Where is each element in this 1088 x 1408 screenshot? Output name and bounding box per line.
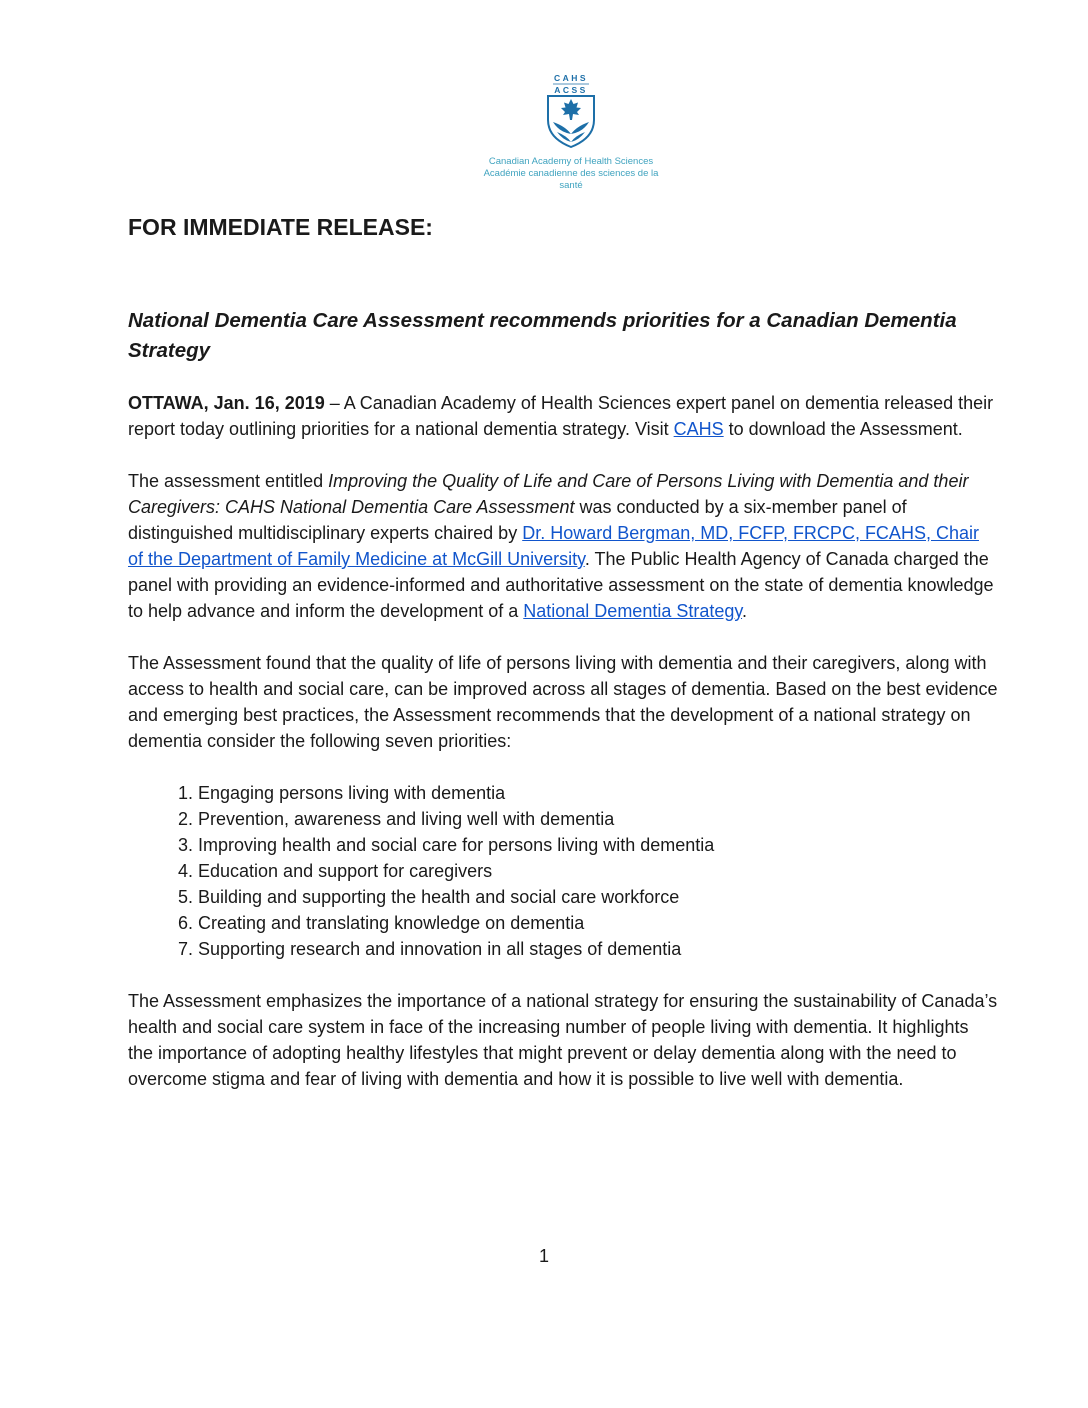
assessment-text-c: . The Public Health Agency of Canada charged the panel with providing an evidence-informed and authoritative assessment on the state of dementia knowledge to help advance and inform the development of a bbox=[128, 549, 994, 621]
dateline: OTTAWA, Jan. 16, 2019 bbox=[128, 393, 325, 413]
list-item: 4. Education and support for caregivers bbox=[198, 858, 998, 884]
paragraph-findings: The Assessment found that the quality of life of persons living with dementia and their caregivers, along with access to health and social care, can be improved across all stages of dementia. Based on the best evidence and emerging best practices, the Assessment recommends that the development of a national strategy on dementia consider the following seven priorities: bbox=[128, 653, 998, 751]
logo-acronym-en: CAHS bbox=[553, 73, 589, 83]
assessment-text-b: was conducted by a six-member panel of distinguished multidisciplinary experts chaired by bbox=[128, 497, 907, 543]
assessment-text-a: The assessment entitled bbox=[128, 471, 329, 491]
cahs-logo bbox=[478, 72, 664, 192]
shield-emblem-icon bbox=[539, 72, 603, 148]
paragraph-intro bbox=[128, 390, 998, 442]
list-item: 7. Supporting research and innovation in all stages of dementia bbox=[198, 936, 998, 962]
logo-name-fr: Académie canadienne des sciences de la santé bbox=[483, 168, 659, 191]
press-release-body bbox=[128, 212, 998, 1092]
assessment-text-d: . bbox=[742, 601, 748, 621]
page-number: 1 bbox=[538, 1246, 549, 1266]
list-item: 3. Improving health and social care for persons living with dementia bbox=[198, 832, 998, 858]
list-item: 2. Prevention, awareness and living well with dementia bbox=[198, 806, 998, 832]
cahs-link[interactable]: CAHS bbox=[673, 419, 724, 439]
list-item: 1. Engaging persons living with dementia bbox=[198, 780, 998, 806]
chair-link[interactable]: Dr. Howard Bergman, MD, FCFP, FRCPC, FCAHS, Chair of the Department of Family Medicine at McGill University bbox=[128, 523, 979, 569]
paragraph-assessment bbox=[128, 468, 998, 624]
list-item: 6. Creating and translating knowledge on dementia bbox=[198, 910, 998, 936]
release-label: FOR IMMEDIATE RELEASE: bbox=[128, 214, 433, 240]
logo-name-en: Canadian Academy of Health Sciences bbox=[488, 156, 654, 167]
list-item: 5. Building and supporting the health and social care workforce bbox=[198, 884, 998, 910]
intro-text-b: to download the Assessment. bbox=[723, 419, 963, 439]
intro-text-a: – A Canadian Academy of Health Sciences expert panel on dementia released their report today outlining priorities for a national dementia strategy. Visit bbox=[128, 393, 994, 439]
priorities-list bbox=[128, 780, 998, 962]
paragraph-emphasis: The Assessment emphasizes the importance of a national strategy for ensuring the sustainability of Canada’s health and social care system in face of the increasing number of people living with dementia. It highlights the importance of adopting healthy lifestyles that might prevent or delay dementia along with the need to overcome stigma and fear of living with dementia and how it is possible to live well with dementia. bbox=[128, 991, 998, 1089]
logo-acronym-fr: ACSS bbox=[554, 85, 588, 95]
national-strategy-link[interactable]: National Dementia Strategy bbox=[523, 601, 743, 621]
headline: National Dementia Care Assessment recommends priorities for a Canadian Dementia Strategy bbox=[128, 309, 957, 362]
assessment-title: Improving the Quality of Life and Care of Persons Living with Dementia and their Caregivers: CAHS National Dementia Care Assessment bbox=[128, 471, 969, 517]
